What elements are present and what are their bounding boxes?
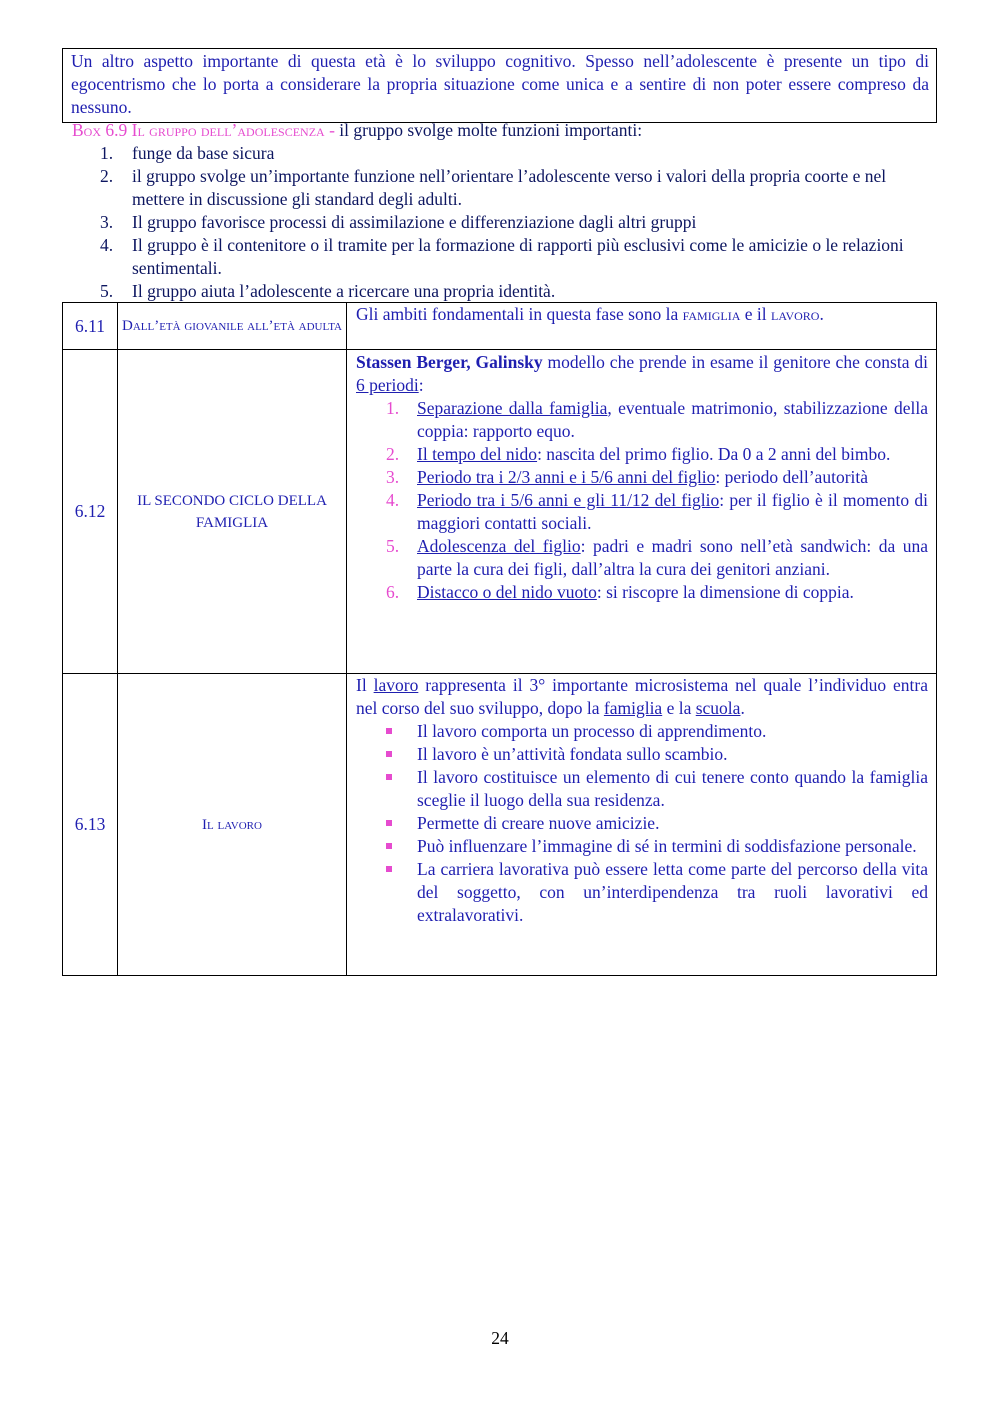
list-number: 4. [386, 490, 400, 510]
period-text: : padri e madri sono nell’età sandwich: da una parte la cura dei figli, dall’altra la cura dei genitori anziani. [417, 536, 928, 579]
keyword-lavoro: lavoro [771, 304, 820, 324]
row-number: 6.12 [63, 350, 118, 674]
content-text: e il [740, 304, 771, 324]
content-table [62, 302, 937, 976]
square-bullet-icon [386, 728, 392, 734]
link-famiglia: famiglia [603, 698, 663, 718]
periods-list [356, 397, 928, 604]
list-item [356, 535, 928, 581]
bullet-text: Il lavoro comporta un processo di apprendimento. [417, 721, 767, 741]
row-title: Dall’età giovanile all’età adulta [118, 303, 347, 350]
list-item [356, 489, 928, 535]
list-text: Il gruppo favorisce processi di assimilazione e differenziazione dagli altri gruppi [132, 212, 697, 232]
period-title: Separazione dalla famiglia [417, 398, 608, 418]
content-text: . [740, 698, 745, 718]
content-text: rappresenta il 3° importante microsistema nel quale l’individuo entra nel corso del suo sviluppo, dopo la [356, 675, 928, 718]
list-item [356, 743, 928, 766]
period-text: : periodo dell’autorità [715, 467, 869, 487]
content-text: e la [662, 698, 696, 718]
list-item [356, 858, 928, 927]
link-scuola: scuola [695, 698, 741, 718]
row-content [347, 303, 937, 350]
intro-box [62, 48, 937, 123]
list-number: 6. [386, 582, 400, 602]
square-bullet-icon [386, 774, 392, 780]
list-item [356, 720, 928, 743]
table-row [63, 674, 937, 976]
page-number: 24 [491, 1328, 509, 1348]
list-item [356, 397, 928, 443]
table-row [63, 350, 937, 674]
list-item [356, 443, 928, 466]
list-item [72, 234, 932, 280]
list-text: il gruppo svolge un’importante funzione nell’orientare l’adolescente verso i valori della propria coorte e nel mettere in discussione gli standard degli adulti. [132, 166, 887, 209]
intro-text: Un altro aspetto importante di questa età è lo sviluppo cognitivo. Spesso nell’adolescente è presente un tipo di egocentrismo che lo porta a considerare la propria situazione come unica e a sentire di non poter essere compreso da nessuno. [71, 51, 929, 117]
content-text: . [819, 304, 824, 324]
square-bullet-icon [386, 843, 392, 849]
period-text: : si riscopre la dimensione di coppia. [596, 582, 854, 602]
authors: Stassen Berger, Galinsky [356, 352, 543, 372]
periods-link: 6 periodi [356, 375, 419, 395]
lavoro-bullets [356, 720, 928, 927]
list-number: 5. [386, 536, 400, 556]
box-69-text: il gruppo svolge molte funzioni importanti: [334, 120, 643, 140]
box-69-heading [72, 119, 942, 142]
list-number: 2. [100, 166, 114, 186]
list-item [72, 211, 932, 234]
list-item [72, 165, 932, 211]
periods-intro [356, 351, 928, 397]
square-bullet-icon [386, 866, 392, 872]
row-title-text: IL SECONDO CICLO DELLA FAMIGLIA [137, 492, 327, 531]
content-text: : [418, 375, 424, 395]
table-row [63, 303, 937, 350]
row-number: 6.13 [63, 674, 118, 976]
bullet-text: Il lavoro è un’attività fondata sullo scambio. [417, 744, 728, 764]
list-number: 5. [100, 281, 114, 301]
period-title: Adolescenza del figlio [417, 536, 581, 556]
square-bullet-icon [386, 820, 392, 826]
row-content [347, 674, 937, 976]
list-item [72, 280, 932, 303]
keyword-famiglia: famiglia [682, 304, 741, 324]
lavoro-intro [356, 674, 928, 720]
list-item [356, 581, 928, 604]
list-item [72, 142, 932, 165]
row-title [118, 350, 347, 674]
list-number: 4. [100, 235, 114, 255]
list-number: 2. [386, 444, 400, 464]
box-69-label: Box 6.9 Il gruppo dell’adolescenza - [72, 120, 335, 140]
box-69-list [72, 142, 932, 303]
list-item [356, 766, 928, 812]
content-text: Il [356, 675, 374, 695]
bullet-text: La carriera lavorativa può essere letta come parte del percorso della vita del soggetto, con un’interdipendenza tra ruoli lavorativi ed extralavorativi. [417, 859, 928, 925]
period-text: : nascita del primo figlio. Da 0 a 2 anni del bimbo. [537, 444, 891, 464]
list-text: Il gruppo è il contenitore o il tramite per la formazione di rapporti più esclusivi come le amicizie o le relazioni sentimentali. [132, 235, 904, 278]
period-title: Periodo tra i 5/6 anni e gli 11/12 del figlio [417, 490, 720, 510]
list-number: 1. [386, 398, 400, 418]
row-content [347, 350, 937, 674]
list-item [356, 812, 928, 835]
list-text: funge da base sicura [132, 143, 275, 163]
period-title: Il tempo del nido [417, 444, 538, 464]
link-lavoro: lavoro [373, 675, 419, 695]
bullet-text: Il lavoro costituisce un elemento di cui tenere conto quando la famiglia sceglie il luogo della sua residenza. [417, 767, 928, 810]
period-title: Periodo tra i 2/3 anni e i 5/6 anni del figlio [417, 467, 716, 487]
period-text: , eventuale matrimonio, stabilizzazione della coppia: rapporto equo. [417, 398, 928, 441]
list-number: 1. [100, 143, 114, 163]
content-text: Gli ambiti fondamentali in questa fase sono la [356, 304, 683, 324]
bullet-text: Permette di creare nuove amicizie. [417, 813, 660, 833]
list-number: 3. [100, 212, 114, 232]
row-title: Il lavoro [118, 674, 347, 976]
square-bullet-icon [386, 751, 392, 757]
row-number: 6.11 [63, 303, 118, 350]
period-text: : per il figlio è il momento di maggiori contatti sociali. [417, 490, 928, 533]
bullet-text: Può influenzare l’immagine di sé in termini di soddisfazione personale. [417, 836, 917, 856]
list-number: 3. [386, 467, 400, 487]
period-title: Distacco o del nido vuoto [417, 582, 597, 602]
list-item [356, 835, 928, 858]
list-text: Il gruppo aiuta l’adolescente a ricercare una propria identità. [132, 281, 556, 301]
list-item [356, 466, 928, 489]
content-text: modello che prende in esame il genitore che consta di [542, 352, 928, 372]
